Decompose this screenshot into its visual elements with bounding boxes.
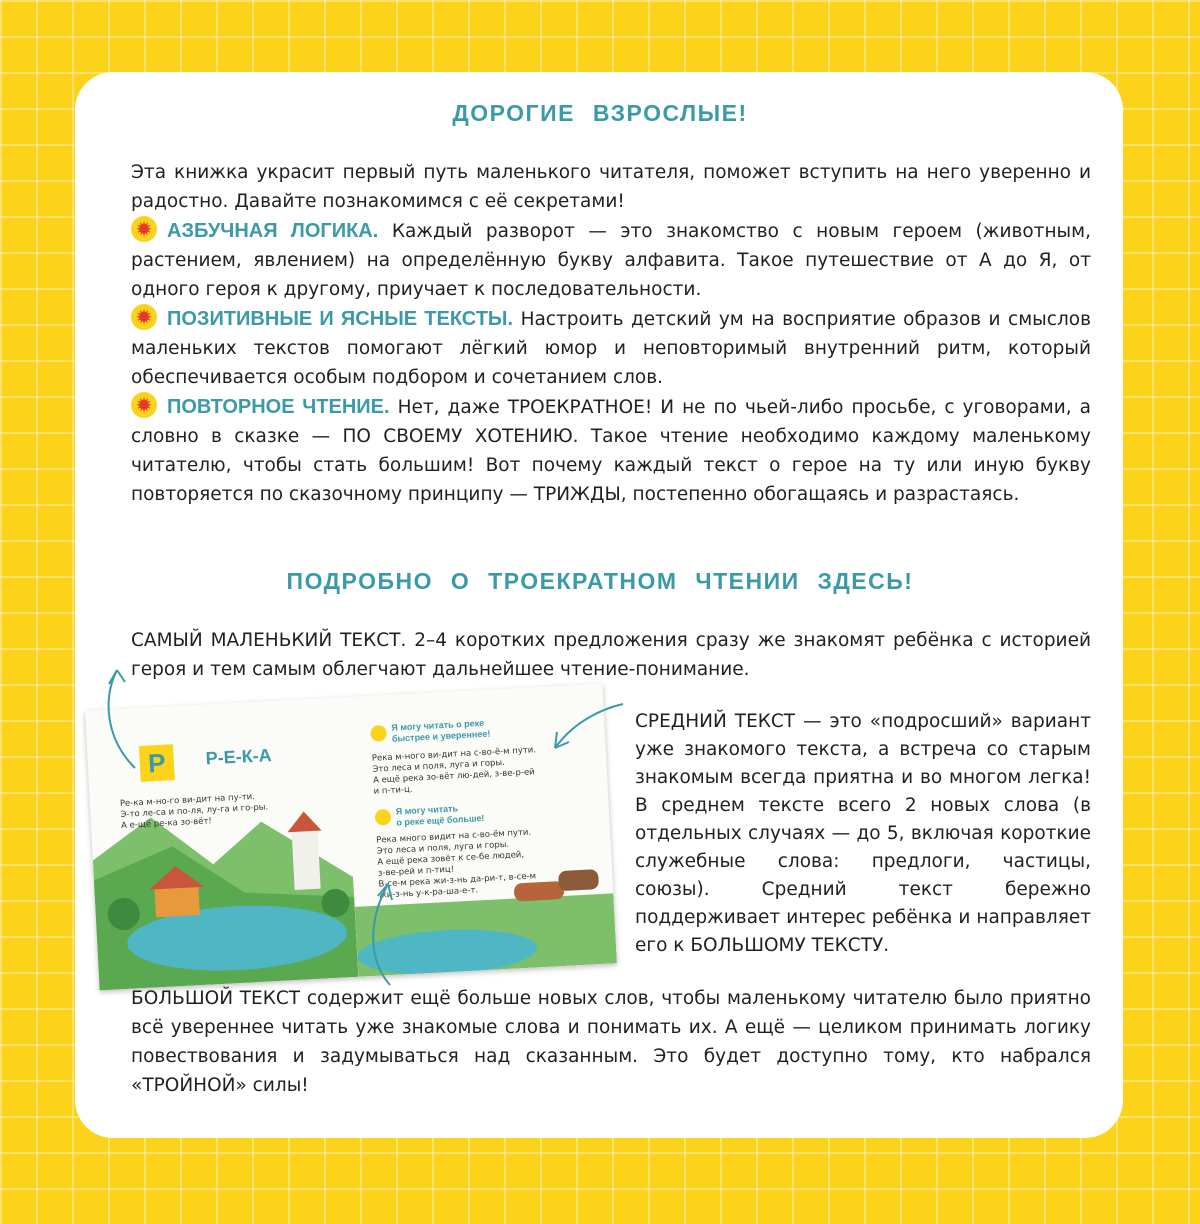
illustration-large-title: Я могу читать о реке ещё больше! — [395, 803, 485, 828]
small-text-description: САМЫЙ МАЛЕНЬКИЙ ТЕКСТ. 2–4 коротких предложения сразу же знакомят ребёнка с историей героя и тем самым облегчают дальнейшее чтение-понимание. — [131, 630, 1091, 680]
intro-block — [131, 158, 1091, 509]
large-text-description: БОЛЬШОЙ ТЕКСТ содержит ещё больше новых слов, чтобы маленькому читателю было приятно всё увереннее читать уже знакомые слова и понимать их. А ещё — целиком принимать логику повествования и задумываться над сказанным. Это будет доступно тому, кто набрался «ТРОЙНОЙ» силы! — [131, 988, 1091, 1096]
star-icon — [131, 392, 157, 418]
book-spread-illustration — [85, 684, 617, 991]
feature-item-3 — [131, 392, 1091, 509]
star-icon — [131, 216, 157, 242]
feature-title: ПОЗИТИВНЫЕ И ЯСНЫЕ ТЕКСТЫ. — [167, 308, 514, 330]
feature-title: ПОВТОРНОЕ ЧТЕНИЕ. — [167, 396, 390, 418]
arrow-icon — [95, 668, 155, 778]
star-icon — [131, 304, 157, 330]
section-title: ПОДРОБНО О ТРОЕКРАТНОМ ЧТЕНИИ ЗДЕСЬ! — [286, 568, 914, 594]
feature-text: Каждый разворот — это знакомство с новым героем (животным, растением, явлением) на определённую букву алфавита. Такое путешествие от А до Я, от одного героя к другому, приучает к последовательности. — [131, 221, 1092, 300]
page-title: ДОРОГИЕ ВЗРОСЛЫЕ! — [452, 100, 748, 126]
arrow-icon — [545, 700, 625, 755]
illustration-large-text: Река много видит на с-во-ём пути. Это леса и поля, луга и горы. А ещё река зовёт к се-бе людей, з-ве-рей и п-тиц! В-се-м река жи-з-нь да-ри-т, в-се-м жи-з-нь у-к-ра-ша-е-т. — [375, 827, 537, 901]
feature-text: Нет, даже ТРОЕКРАТНОЕ! И не по чьей-либо просьбе, с уговорами, а словно в сказке — ПО СВОЕМУ ХОТЕНИЮ. Такое чтение необходимо каждому маленькому читателю, чтобы стать большим! Вот почему каждый текст о герое на ту или иную букву повторяется по сказочному принципу — ТРИЖДЫ, постепенно обогащаясь и разрастаясь. — [131, 397, 1091, 505]
medium-text-description: СРЕДНИЙ ТЕКСТ — это «подросший» вариант уже знакомого текста, а встреча со старым знакомым всегда приятна и во многом легка! В среднем тексте всего 2 новых слова (в отдельных случаях — до 5, включая короткие служебные слова: предлоги, частицы, союзы). Средний текст бережно поддерживает интерес ребёнка и направляет его к БОЛЬШОМУ ТЕКСТУ. — [635, 711, 1091, 956]
illustration-small-text: Ре-ка м-но-го ви-дит на пу-ти. Э-то ле-са и по-ля, лу-га и го-ры. А е-щё ре-ка зо-вёт! — [119, 791, 269, 832]
feature-item-1 — [131, 216, 1091, 304]
illustration-medium-text: Река м-ного ви-дит на с-во-ё-м пути. Это леса и поля, луга и горы. А ещё река зо-вёт лю-дей, з-ве-р-ей и п-ти-ц. — [371, 745, 537, 797]
illustration-medium-title: Я могу читать о реке быстрее и увереннее! — [391, 717, 491, 744]
letter-tile: Р — [139, 744, 175, 782]
feature-title: АЗБУЧНАЯ ЛОГИКА. — [167, 220, 379, 242]
arrow-icon — [360, 880, 420, 990]
intro-text: Эта книжка украсит первый путь маленького читателя, поможет вступить на него уверенно и радостно. Давайте познакомимся с её секретами! — [131, 162, 1091, 212]
feature-item-2 — [131, 304, 1091, 392]
feature-text: Настроить детский ум на восприятие образов и смыслов маленьких текстов помогают лёгкий юмор и неповторимый внутренний ритм, который обеспечивается особым подбором и сочетанием слов. — [131, 309, 1091, 388]
illustration-word: Р-Е-К-А — [205, 745, 273, 769]
